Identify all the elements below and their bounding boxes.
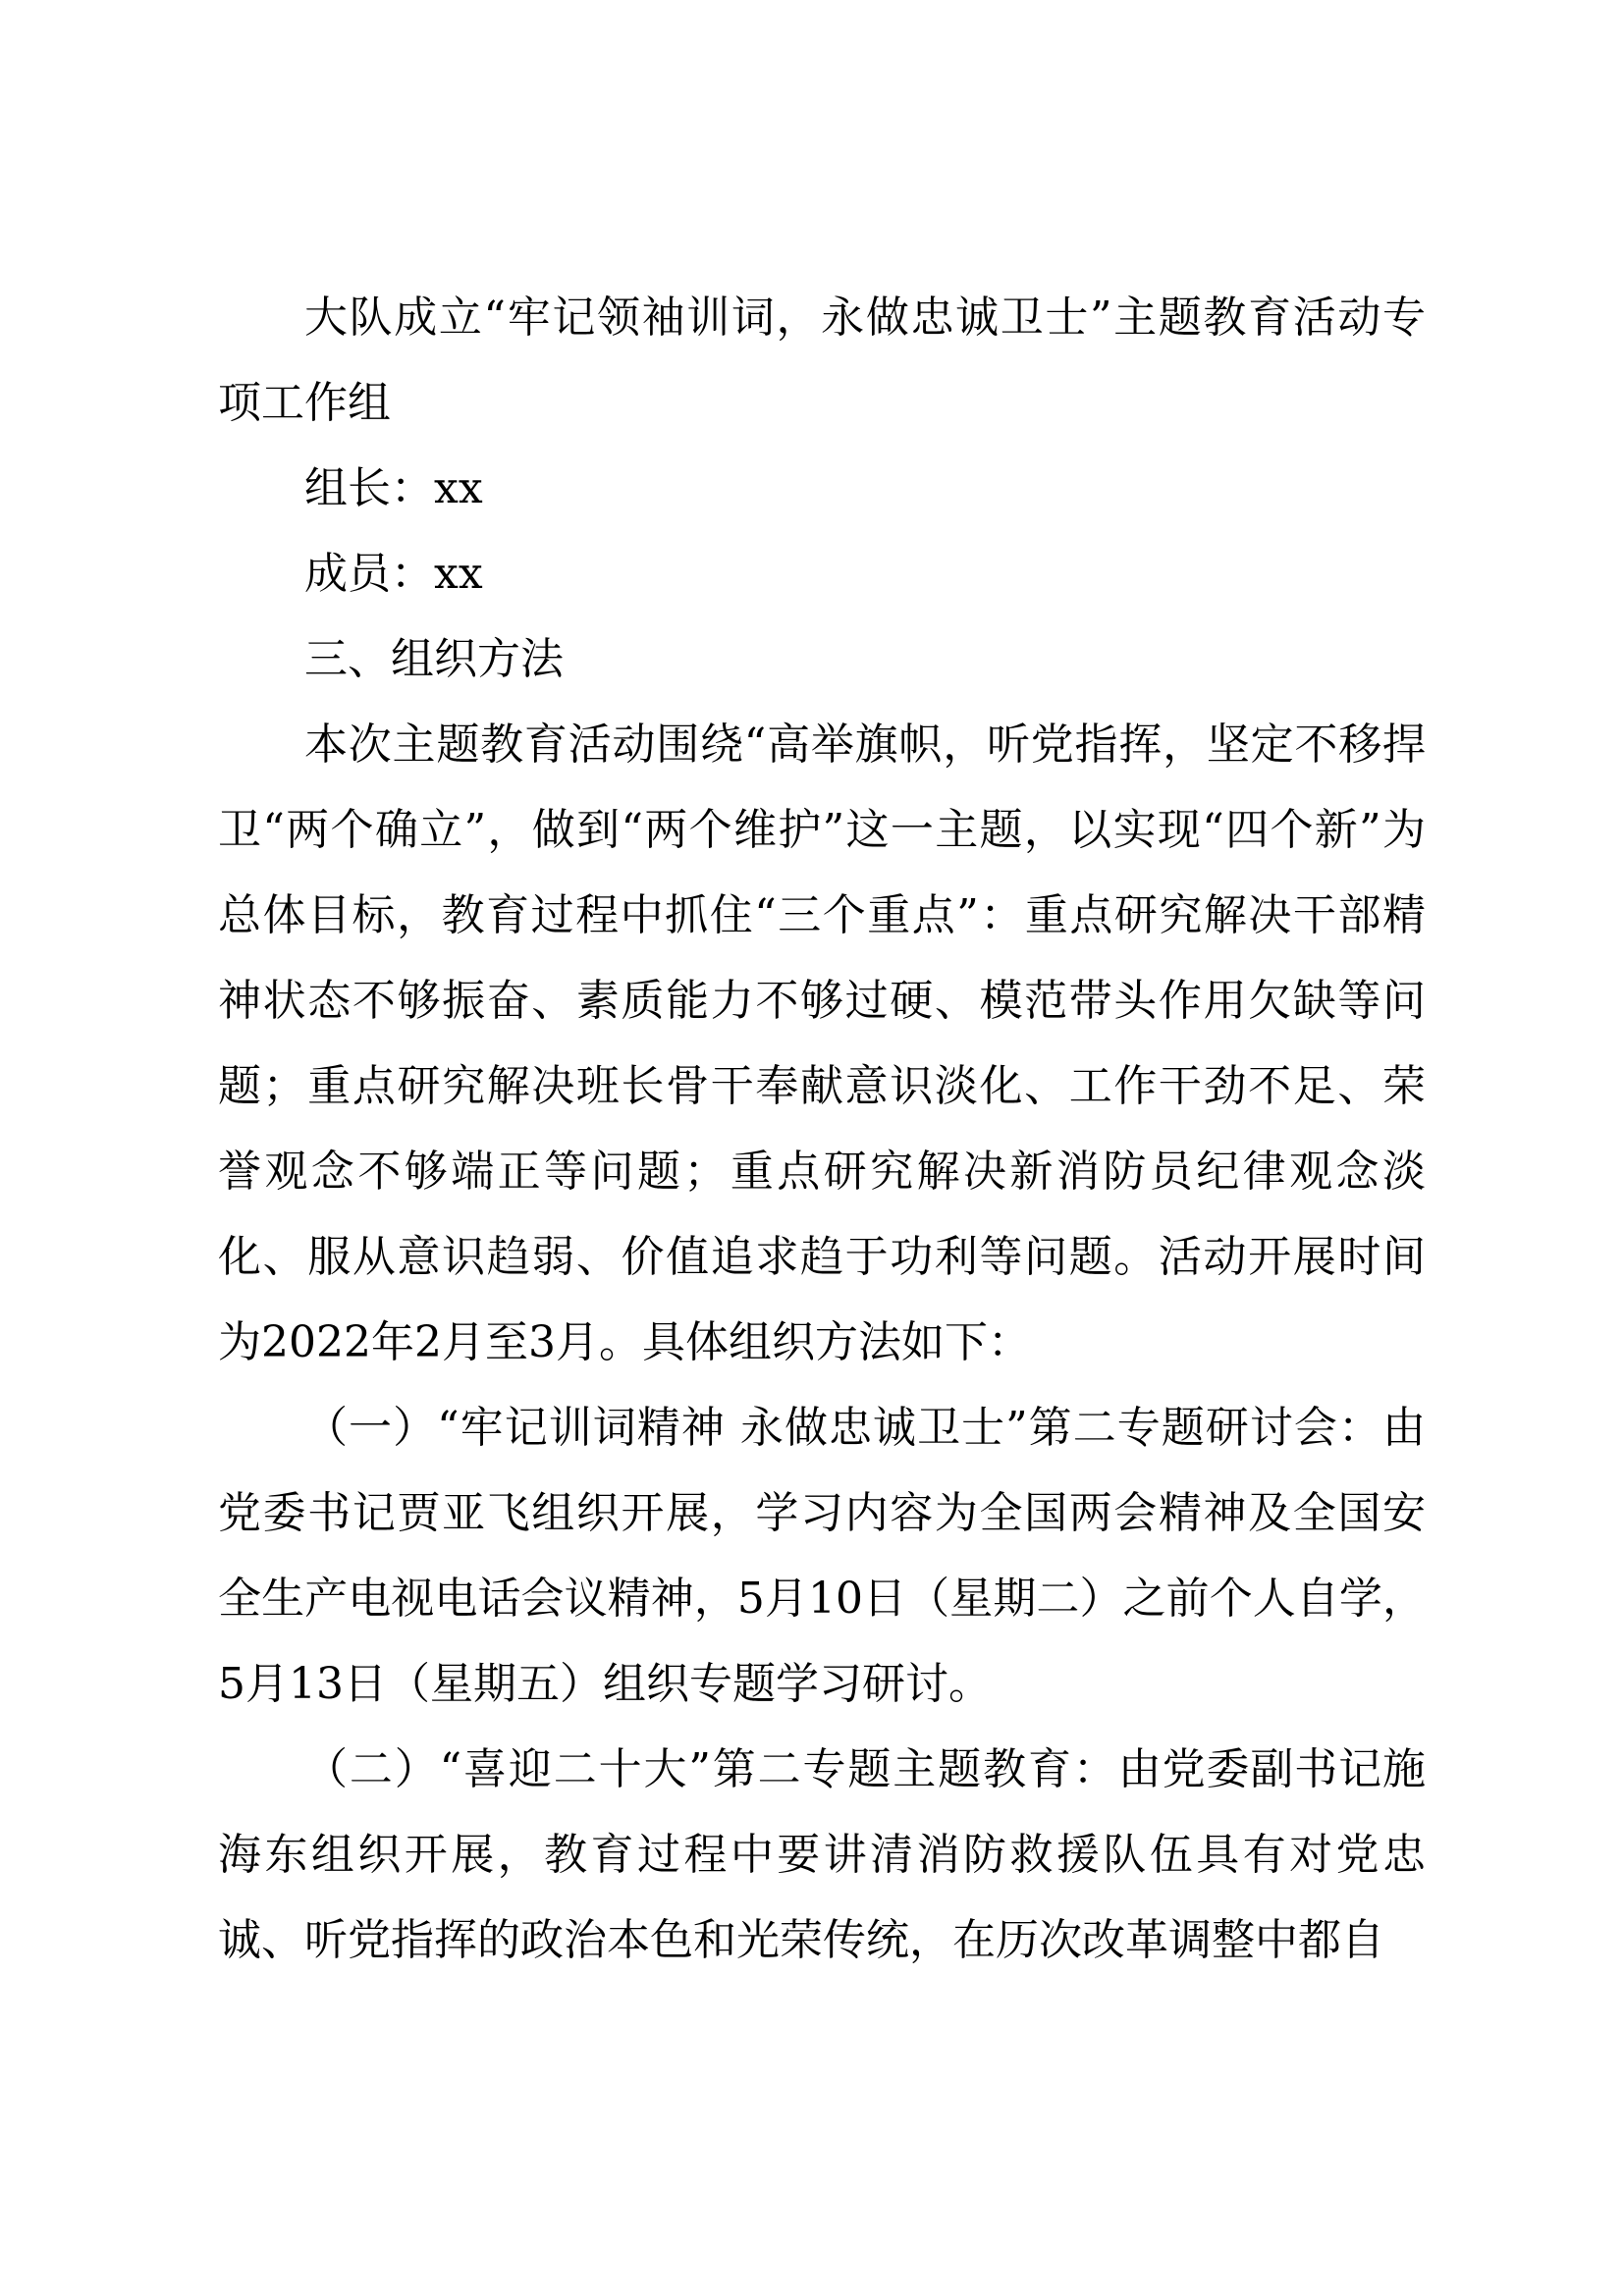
item-one-heading: （一）“牢记训词精神 永做忠诚卫士”第二专题研讨会：: [304, 1403, 1382, 1453]
work-group-title: 大队成立“牢记领袖训词，永做忠诚卫士”主题教育活动专项工作组: [218, 293, 1426, 428]
document-body: [218, 275, 1426, 1983]
item-two-text: 由党委副书记施海东组织开展，教育过程中要讲清消防救援队伍具有对党忠诚、听党指挥的政治本色和光荣传统，在历次改革调整中都自: [218, 1744, 1426, 1965]
item-two-heading: （二）“喜迎二十大”第二专题主题教育：: [304, 1744, 1118, 1794]
group-leader-line: 组长：xx: [304, 463, 483, 513]
organization-method-paragraph: 本次主题教育活动围绕“高举旗帜，听党指挥，坚定不移捍卫“两个确立”，做到“两个维护”这一主题，以实现“四个新”为总体目标，教育过程中抓住“三个重点”：重点研究解决干部精神状态不够振奋、素质能力不够过硬、模范带头作用欠缺等问题；重点研究解决班长骨干奉献意识淡化、工作干劲不足、荣誉观念不够端正等问题；重点研究解决新消防员纪律观念淡化、服从意识趋弱、价值追求趋于功利等问题。活动开展时间为2022年2月至3月。具体组织方法如下：: [218, 720, 1426, 1367]
item-one-text: 由党委书记贾亚飞组织开展，学习内容为全国两会精神及全国安全生产电视电话会议精神，5月10日（星期二）之前个人自学，5月13日（星期五）组织专题学习研讨。: [218, 1403, 1426, 1709]
members-line: 成员：xx: [304, 549, 483, 599]
item-two-paragraph: [218, 1727, 1426, 1983]
item-one-paragraph: [218, 1385, 1426, 1727]
section-three-heading: 三、组织方法: [304, 634, 564, 684]
